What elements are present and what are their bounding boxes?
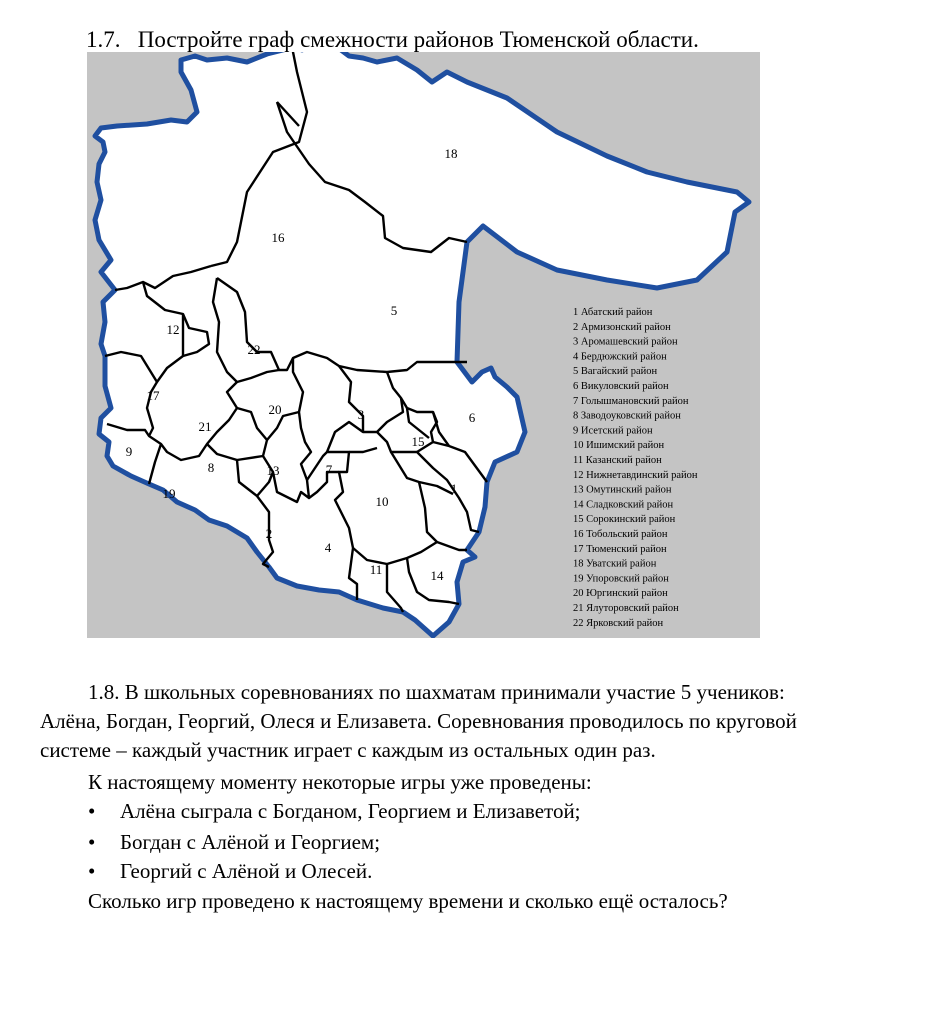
problem-1-7-number: 1.7.: [86, 27, 121, 52]
legend-item: 14 Сладковский район: [573, 499, 674, 511]
legend-item: 3 Аромашевский район: [573, 336, 678, 348]
legend-item: 2 Армизонский район: [573, 321, 671, 333]
region-label-5: 5: [390, 303, 398, 318]
region-label-16: 16: [271, 230, 285, 245]
legend-item: 12 Нижнетавдинский район: [573, 469, 698, 481]
region-label-14: 14: [430, 568, 444, 583]
region-label-15: 15: [411, 434, 425, 449]
problem-1-7-heading: [86, 26, 699, 54]
bullet-marker: •: [88, 830, 96, 854]
region-label-10: 10: [375, 494, 389, 509]
region-label-2: 2: [265, 526, 273, 541]
region-label-22: 22: [247, 342, 261, 357]
problem-1-8-question: Сколько игр проведено к настоящему времени и сколько ещё осталось?: [88, 889, 728, 913]
legend-item: 20 Юргинский район: [573, 588, 668, 600]
bullet-item-1: Алёна сыграла с Богданом, Георгием и Елизаветой;: [120, 799, 581, 823]
bullet-marker: •: [88, 799, 96, 823]
district-map: [87, 52, 760, 638]
region-label-13: 13: [266, 463, 280, 478]
region-label-6: 6: [468, 410, 476, 425]
legend-item: 5 Вагайский район: [573, 366, 658, 378]
region-label-7: 7: [325, 462, 333, 477]
region-label-12: 12: [166, 322, 180, 337]
region-label-8: 8: [207, 460, 215, 475]
legend-item: 17 Тюменский район: [573, 543, 667, 555]
legend-item: 8 Заводоуковский район: [573, 410, 681, 422]
legend-item: 21 Ялуторовский район: [573, 603, 679, 614]
bullet-item-3: Георгий с Алёной и Олесей.: [120, 859, 373, 883]
problem-1-8-line-1: 1.8. В школьных соревнованиях по шахматам принимали участие 5 учеников:: [88, 680, 785, 704]
district-map-svg: [87, 52, 760, 638]
legend-item: 11 Казанский район: [573, 455, 662, 466]
legend-item: 15 Сорокинский район: [573, 514, 676, 526]
legend-item: 19 Упоровский район: [573, 573, 669, 585]
region-label-9: 9: [125, 444, 133, 459]
region-label-18: 18: [444, 146, 458, 161]
region-label-17: 17: [146, 388, 160, 403]
legend-item: 6 Викуловский район: [573, 381, 669, 392]
region-label-3: 3: [357, 407, 365, 422]
legend-item: 22 Ярковский район: [573, 617, 664, 629]
region-label-4: 4: [324, 540, 332, 555]
legend-item: 18 Уватский район: [573, 558, 657, 570]
legend-item: 13 Омутинский район: [573, 484, 672, 496]
region-label-1: 1: [450, 481, 458, 496]
bullet-marker: •: [88, 859, 96, 883]
region-label-21: 21: [198, 419, 212, 434]
region-label-20: 20: [268, 402, 282, 417]
legend-item: 9 Исетский район: [573, 425, 653, 437]
legend-item: 7 Голышмановский район: [573, 395, 689, 407]
region-label-19: 19: [162, 486, 176, 501]
legend-item: 16 Тобольский район: [573, 529, 668, 540]
bullet-item-2: Богдан с Алёной и Георгием;: [120, 830, 381, 854]
problem-1-8-line-2: Алёна, Богдан, Георгий, Олеся и Елизавета. Соревнования проводилось по круговой: [40, 709, 797, 733]
problem-1-8-line-3: системе – каждый участник играет с каждым из остальных один раз.: [40, 738, 656, 762]
legend-item: 1 Абатский район: [573, 307, 653, 318]
problem-1-7-title: Постройте граф смежности районов Тюменской области.: [137, 27, 699, 52]
legend-item: 10 Ишимский район: [573, 440, 665, 452]
problem-1-8-line-4: К настоящему моменту некоторые игры уже проведены:: [88, 770, 592, 794]
legend-item: 4 Бердюжский район: [573, 351, 667, 363]
region-label-11: 11: [369, 562, 383, 577]
